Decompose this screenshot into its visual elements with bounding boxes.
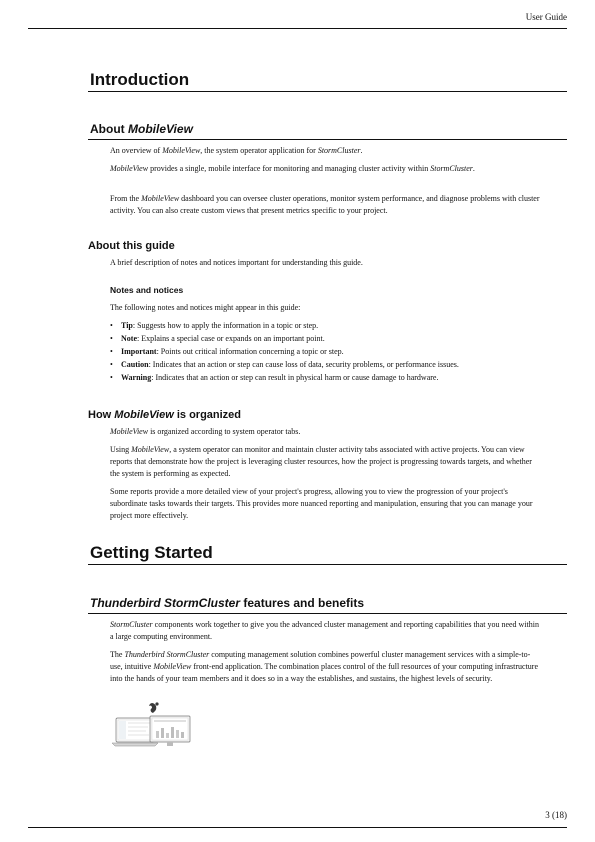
list-item: • Tip: Suggests how to apply the information in a topic or step. [110,320,540,332]
paragraph: A brief description of notes and notices important for understanding this guide. [110,258,363,267]
heading-notes-and-notices: Notes and notices [110,285,184,295]
list-item: • Caution: Indicates that an action or step can cause loss of data, security problems, or performance issues. [110,359,540,371]
heading-rule [88,139,567,140]
heading-about-mobileview: About MobileView [90,122,193,136]
section-title-getting-started: Getting Started [90,543,213,562]
page-number: 3 (18) [545,810,567,820]
running-header: User Guide [525,12,567,22]
footer-rule [28,827,567,828]
paragraph: MobileView is organized according to system operator tabs. [110,427,301,436]
product-illustration [110,700,195,750]
paragraph: Using MobileView, a system operator can monitor and maintain cluster activity tabs associated with active projects. You can view reports that demonstrate how the project is leveraging cluster resources, how the project is progressing towards targets, and whether the system is performing as expected. [110,445,532,478]
bird-logo-icon [149,702,159,713]
section-rule [88,91,567,92]
section-rule [88,564,567,565]
list-item: • Important: Points out critical information concerning a topic or step. [110,346,540,358]
notes-list [110,320,540,385]
monitor-icon [150,716,190,746]
paragraph: An overview of MobileView, the system operator application for StormCluster. [110,146,363,155]
heading-features-and-benefits: Thunderbird StormCluster features and benefits [90,596,365,610]
heading-how-mobileview-is-organized: How MobileView is organized [88,409,242,421]
paragraph: The Thunderbird StormCluster computing management solution combines powerful cluster management services with a simple-to-use, intuitive MobileView front-end application. The combination places control of the full resources of your computing infrastructure into the hands of your team members and it does so in a way the establishes, and sustains, the highest levels of security. [110,650,539,683]
list-item: • Warning: Indicates that an action or step can result in physical harm or cause damage to hardware. [110,372,540,384]
list-item: • Note: Explains a special case or expands on an important point. [110,333,540,345]
paragraph: MobileView provides a single, mobile interface for monitoring and managing cluster activity within StormCluster. [110,164,475,173]
paragraph: Some reports provide a more detailed view of your project's progress, allowing you to view the progression of your project's subordinate tasks towards their targets. This provides more nuanced reporting and manipulation, ensuring that you can manage your project more effectively. [110,487,533,520]
heading-about-this-guide: About this guide [88,240,175,252]
header-rule [28,28,567,29]
paragraph: StormCluster components work together to give you the advanced cluster management and reporting capabilities that you need within a large computing environment. [110,620,539,641]
heading-rule [88,613,567,614]
paragraph: The following notes and notices might appear in this guide: [110,303,301,312]
paragraph: From the MobileView dashboard you can oversee cluster operations, monitor system performance, and diagnose problems with cluster activity. You can also create custom views that present metrics specific to your project. [110,194,540,215]
section-title-introduction: Introduction [90,70,190,89]
